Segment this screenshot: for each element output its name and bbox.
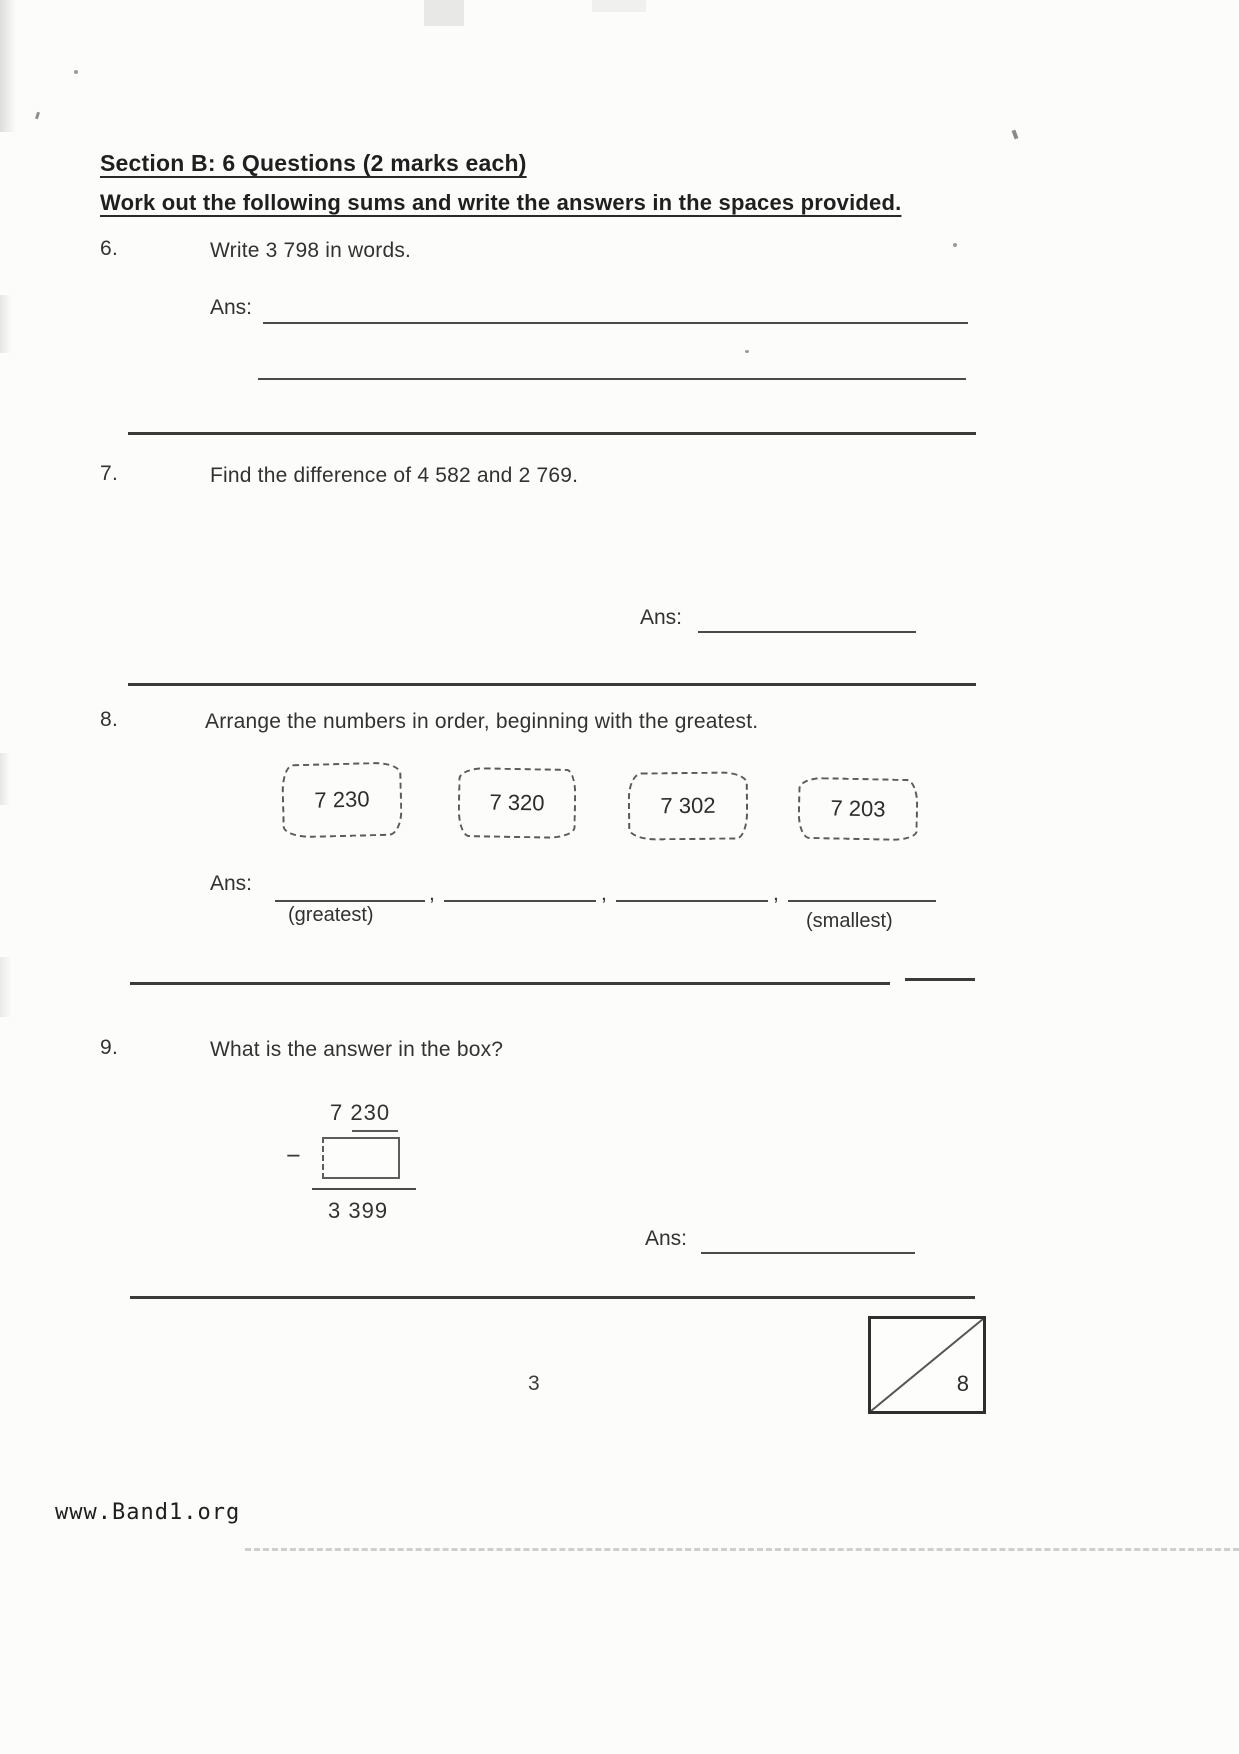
minus-sign: − (286, 1142, 301, 1170)
number-card: 7 302 (628, 771, 749, 840)
q8-ans-blank-3 (616, 900, 768, 902)
subtraction-rule (312, 1188, 416, 1190)
scan-artifact (35, 112, 40, 120)
q6-ans-label: Ans: (210, 296, 253, 319)
answer-box (322, 1137, 400, 1179)
q6-answer-line-2 (258, 378, 966, 380)
q8-ans-blank-4 (788, 900, 936, 902)
scan-artifact (0, 0, 16, 132)
q9-answer-line (701, 1252, 915, 1254)
subtraction-difference: 3 399 (328, 1198, 389, 1223)
q8-ans-blank-1 (275, 900, 425, 902)
score-diagonal (871, 1319, 983, 1411)
section-divider (905, 978, 975, 981)
number-card: 7 203 (797, 777, 918, 841)
instructions: Work out the following sums and write the answers in the spaces provided. (100, 190, 902, 215)
scan-artifact (74, 70, 78, 74)
greatest-label: (greatest) (288, 904, 374, 926)
smallest-label: (smallest) (806, 910, 893, 932)
subtraction-artifact-line (352, 1130, 398, 1132)
section-title: Section B: 6 Questions (2 marks each) (100, 150, 527, 176)
section-divider (128, 432, 976, 435)
q8-comma: , (601, 882, 607, 905)
q8-comma: , (773, 882, 779, 905)
section-divider (130, 1296, 975, 1299)
question-7-text: Find the difference of 4 582 and 2 769. (210, 464, 579, 487)
scan-artifact (953, 243, 957, 247)
score-value: 8 (956, 1371, 969, 1396)
section-divider (128, 683, 976, 686)
scan-artifact (745, 350, 749, 353)
question-7-number: 7. (100, 462, 119, 485)
number-card: 7 320 (457, 767, 576, 839)
question-8-number: 8. (100, 708, 119, 731)
scan-artifact (0, 957, 12, 1017)
q8-ans-blank-2 (444, 900, 596, 902)
q8-comma: , (429, 882, 435, 905)
scan-artifact (424, 0, 464, 26)
website-footer: www.Band1.org (55, 1500, 241, 1525)
section-divider (130, 982, 890, 985)
bottom-scan-line (245, 1548, 1239, 1551)
question-9-text: What is the answer in the box? (210, 1038, 504, 1061)
question-6-number: 6. (100, 237, 119, 260)
subtraction-minuend: 7 230 (330, 1100, 391, 1125)
question-9-number: 9. (100, 1036, 119, 1059)
q7-answer-line (698, 631, 916, 633)
question-6-text: Write 3 798 in words. (210, 239, 412, 262)
q8-ans-label: Ans: (210, 872, 253, 895)
question-8-text: Arrange the numbers in order, beginning with the greatest. (205, 710, 759, 733)
scan-artifact (592, 0, 646, 12)
number-card: 7 230 (281, 761, 403, 838)
q9-ans-label: Ans: (645, 1227, 688, 1250)
scan-artifact (1012, 130, 1019, 140)
q7-ans-label: Ans: (640, 606, 683, 629)
q6-answer-line-1 (263, 322, 968, 324)
page-number: 3 (528, 1372, 540, 1395)
score-box (868, 1316, 986, 1414)
scan-artifact (0, 753, 10, 805)
scan-artifact (0, 295, 12, 353)
